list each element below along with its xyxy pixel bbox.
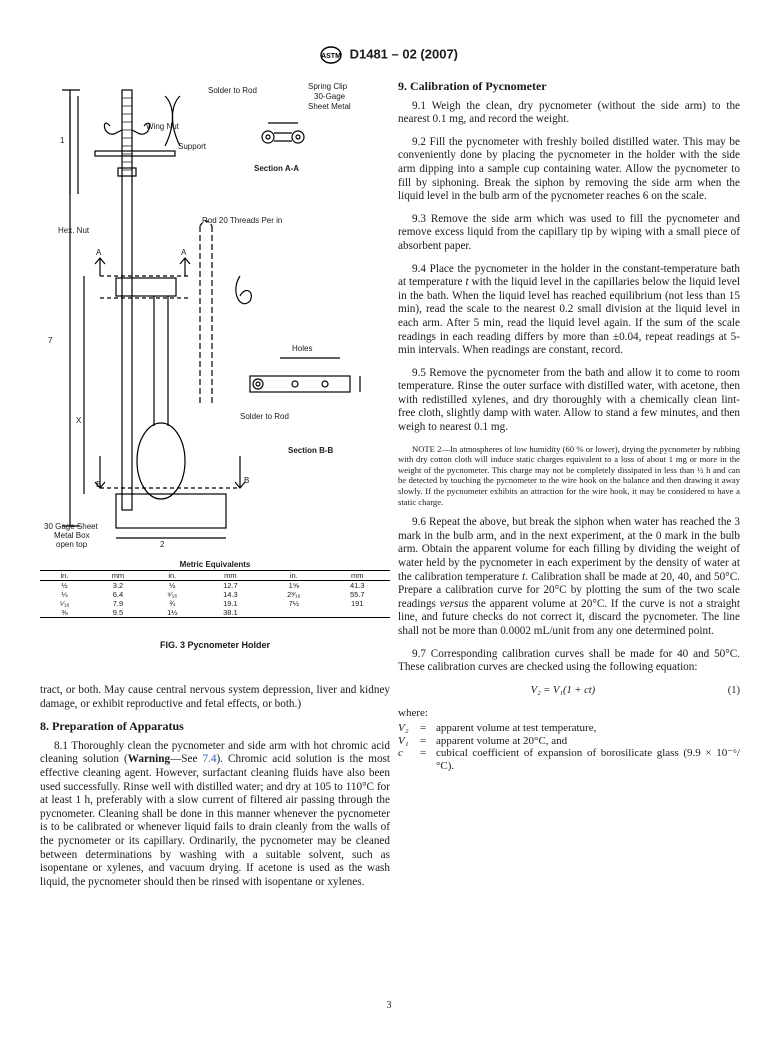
page-number: 3 xyxy=(386,1000,392,1011)
astm-logo-icon xyxy=(320,46,342,64)
table-cell: 2³⁄₁₆ xyxy=(287,590,301,599)
label-arrow-a-right: A xyxy=(181,248,187,257)
equation-text: V₂ = V₁(1 + ct) xyxy=(530,684,596,696)
label-section-bb: Section B-B xyxy=(288,446,334,455)
table-cell: ⁹⁄₁₆ xyxy=(167,590,178,599)
text-run: 9.4 Place the pycnometer in the holder in the constant-temperature bath at temperature xyxy=(398,262,740,289)
svg-text:ASTM: ASTM xyxy=(321,53,341,60)
table-cell: 14.3 xyxy=(223,590,238,599)
table-cell: 41.3 xyxy=(349,581,365,590)
table-cell: 7.9 xyxy=(112,599,124,608)
table-cell: 7½ xyxy=(288,599,300,608)
definition-symbol: V₂ xyxy=(398,721,409,734)
paragraph-8-1 xyxy=(40,740,390,890)
table-cell: 191 xyxy=(351,599,364,608)
metric-header: in. xyxy=(168,571,177,580)
table-row xyxy=(40,608,390,618)
label-dim-x: X xyxy=(76,416,82,425)
section-link[interactable]: 7.4 xyxy=(202,753,217,766)
label-arrow-b-right: B xyxy=(244,476,250,485)
table-cell: 1½ xyxy=(167,608,178,617)
text-run: with the liquid level in the capillaries below the liquid level in the bath. When the liquid level has reached equilibrium (not less than 15 min), read the scale to the nearest 0.2 small division at the liquid level in each arm. After 5 min, read the liquid level again. If the sum of the scale readings in each reading differs by more than ±0.04, repeat readings at 5-min intervals. When readings are constant, record. xyxy=(398,276,740,357)
metric-title: Metric Equivalents xyxy=(179,560,251,569)
table-cell: 38.1 xyxy=(223,608,238,617)
metric-header: in. xyxy=(289,571,298,580)
section-9-heading: 9. Calibration of Pycnometer xyxy=(398,79,547,93)
label-dim-2: 2 xyxy=(160,540,165,549)
label-solder-bottom: Solder to Rod xyxy=(240,412,289,421)
where-list xyxy=(398,707,740,772)
text-run: t xyxy=(465,276,469,289)
text-run: . Calibration shall be made at 20, 40, and 50°C. Prepare a calibration curve for 20°C by plotting the sum of the two scale readings xyxy=(398,570,740,610)
paragraph-9-6 xyxy=(398,516,740,638)
table-row xyxy=(40,590,390,599)
definition-row: c = cubical coefficient of expansion of borosilicate glass (9.9 × 10⁻⁶/°C). xyxy=(398,747,740,772)
metric-header: mm xyxy=(224,571,237,580)
label-box-1: 30 Gage Sheet xyxy=(44,522,98,531)
metric-header: mm xyxy=(351,571,364,580)
paragraph-9-4 xyxy=(398,263,740,358)
figure-caption: FIG. 3 Pycnometer Holder xyxy=(159,640,271,650)
label-arrow-a-left: A xyxy=(96,248,102,257)
metric-header: mm xyxy=(111,571,125,580)
designation: D1481 – 02 (2007) xyxy=(349,46,459,62)
label-sheet-metal: Sheet Metal xyxy=(308,102,351,111)
table-cell xyxy=(263,608,324,618)
text-run: 8.1 Thoroughly clean the pycnometer and side arm with hot chromic acid cleaning solution ( xyxy=(40,739,390,766)
paragraph-9-7: 9.7 Corresponding calibration curves shall be made for 40 and 50°C. These calibration curves are checked using the following equation: xyxy=(398,647,740,674)
label-spring-clip: Spring Clip xyxy=(308,82,348,91)
pycnometer-holder-figure xyxy=(40,76,390,571)
left-column xyxy=(40,684,390,898)
text-run: 9.6 Repeat the above, but break the siphon when water has reached the 3 mark in the bulb arm, and in the next experiment, at the 0 mark in the bulb arm. Obtain the apparent volume for each filling by dividing the weight of water held by the pycnometer in each experiment by the density of water at the calibration temperature xyxy=(398,516,740,583)
text-run: the apparent volume at 20°C. If the curve is not a straight line, and future checks do not correct it, discard the pycnometer. The line shall not be more than 0.0002 mL/unit from any one determined point. xyxy=(398,597,740,637)
metric-header-row xyxy=(40,571,390,581)
label-wing-nut: Wing Nut xyxy=(146,122,179,131)
table-cell: 6.4 xyxy=(112,590,124,599)
text-run: t xyxy=(522,570,526,583)
text-run: ). Chromic acid solution is the most effective cleaning agent. However, surfactant cleaning fluids have also been used successfully. Rinse well with distilled water; and dry at 105 to 110°C for at least 1 h, preferably with a slow current of filtered air passing through the pycnometer. Cleaning shall be done in this manner whenever the pycnometer is to be calibrated or whenever liquid fails to drain cleanly from the walls of the pycnometer or its capillary. Ordinarily, the pycnometer may be cleaned between determinations by washing with a suitable solvent, such as isopentane or xylenes, and vacuum drying. If acetone is used as the wash liquid, the pycnometer should then be rinsed with isopentane or xylenes. xyxy=(40,753,391,888)
table-cell: ½ xyxy=(61,581,68,590)
page-header xyxy=(0,46,778,64)
table-cell: 1⅝ xyxy=(288,581,300,590)
definition-text: cubical coefficient of expansion of borosilicate glass (9.9 × 10⁻⁶/°C). xyxy=(436,747,740,772)
table-cell: ¾ xyxy=(169,599,176,608)
label-box-3: open top xyxy=(56,540,88,549)
table-cell: 55.7 xyxy=(349,590,365,599)
definition-symbol: V₁ xyxy=(398,734,409,747)
paragraph-9-3: 9.3 Remove the side arm which was used to fill the pycnometer and remove excess liquid from the capillary tip by wiping with a small piece of absorbent paper. xyxy=(398,212,740,252)
where-label: where: xyxy=(398,707,428,720)
section-8-heading: 8. Preparation of Apparatus xyxy=(40,719,184,734)
metric-table xyxy=(40,570,390,618)
paragraph-9-5: 9.5 Remove the pycnometer from the bath and allow it to come to room temperature. Rinse the outer surface with distilled water, with acetone, then with redistilled xylenes, and dry thoroughly with a chemically clean lint-free cloth, slightly damp with water. Allow to stand a few minutes, and then weigh to nearest 0.1 mg. xyxy=(398,366,740,434)
equation-1 xyxy=(398,684,740,698)
continued-paragraph: tract, or both. May cause central nervous system depression, liver and kidney damage, or exhibit reproductive and fetal effects, or both.) xyxy=(40,684,390,710)
paragraph-9-2: 9.2 Fill the pycnometer with freshly boiled distilled water. This may be conveniently done by placing the pycnometer in the holder with the side arm dipping into a sample cup containing water. Allow the pycnometer to fill by siphoning. Break the siphon by removing the side arm when the liquid level in the bulb arm of the pycnometer reaches 6 on the scale. xyxy=(398,135,740,203)
table-row xyxy=(40,599,390,608)
definition-symbol: c xyxy=(398,747,403,760)
label-hex-nut: Hex. Nut xyxy=(58,226,90,235)
definition-row: V₂ = apparent volume at test temperature, xyxy=(398,722,740,735)
table-cell: 9.5 xyxy=(112,608,124,617)
label-gage: 30-Gage xyxy=(314,92,346,101)
table-cell: ⅜ xyxy=(61,608,68,617)
metric-equivalents xyxy=(40,560,390,618)
label-section-aa: Section A-A xyxy=(254,164,300,173)
right-column xyxy=(398,80,740,772)
note-2: NOTE 2—In atmospheres of low humidity (60 % or lower), drying the pycnometer by rubbing with dry cotton cloth will induce static charges equivalent to a loss of about 1 mg or more in the weight of the pycnometer. This charge may not be completely dissipated in less than ½ h and can be detected by touching the pycnometer to the wire hook on the balance and then drawing it away slowly. If the pycnometer exhibits an attraction for the wire hook, it may be considered to have a static charge. xyxy=(398,443,740,507)
table-cell: ½ xyxy=(169,581,176,590)
table-cell xyxy=(325,608,390,618)
text-run: versus xyxy=(439,597,469,610)
table-row xyxy=(40,581,390,591)
figure-drawing xyxy=(40,76,390,558)
table-cell: ⁵⁄₁₆ xyxy=(59,599,70,608)
definition-row: V₁ = apparent volume at 20°C, and xyxy=(398,735,740,748)
table-cell: ¼ xyxy=(61,590,68,599)
paragraph-9-1: 9.1 Weigh the clean, dry pycnometer (without the side arm) to the nearest 0.1 mg, and record the weight. xyxy=(398,99,740,126)
label-arrow-b-left: B xyxy=(96,480,102,489)
definition-text: apparent volume at 20°C, and xyxy=(436,734,568,747)
table-cell: 19.1 xyxy=(223,599,238,608)
metric-header: in. xyxy=(60,571,69,580)
label-solder-top: Solder to Rod xyxy=(208,86,257,95)
warning-label: Warning xyxy=(127,753,171,766)
text-run: —See xyxy=(170,753,203,766)
table-cell: 12.7 xyxy=(223,581,238,590)
label-support: Support xyxy=(178,142,207,151)
label-rod: Rod 20 Threads Per in xyxy=(202,216,283,225)
definition-text: apparent volume at test temperature, xyxy=(436,721,597,734)
label-dim-1half: 1 xyxy=(60,136,65,145)
label-box-2: Metal Box xyxy=(54,531,90,540)
table-cell: 3.2 xyxy=(112,581,124,590)
equation-number: (1) xyxy=(727,684,740,696)
label-holes: Holes xyxy=(292,344,313,353)
label-dim-7half: 7 xyxy=(48,336,53,345)
